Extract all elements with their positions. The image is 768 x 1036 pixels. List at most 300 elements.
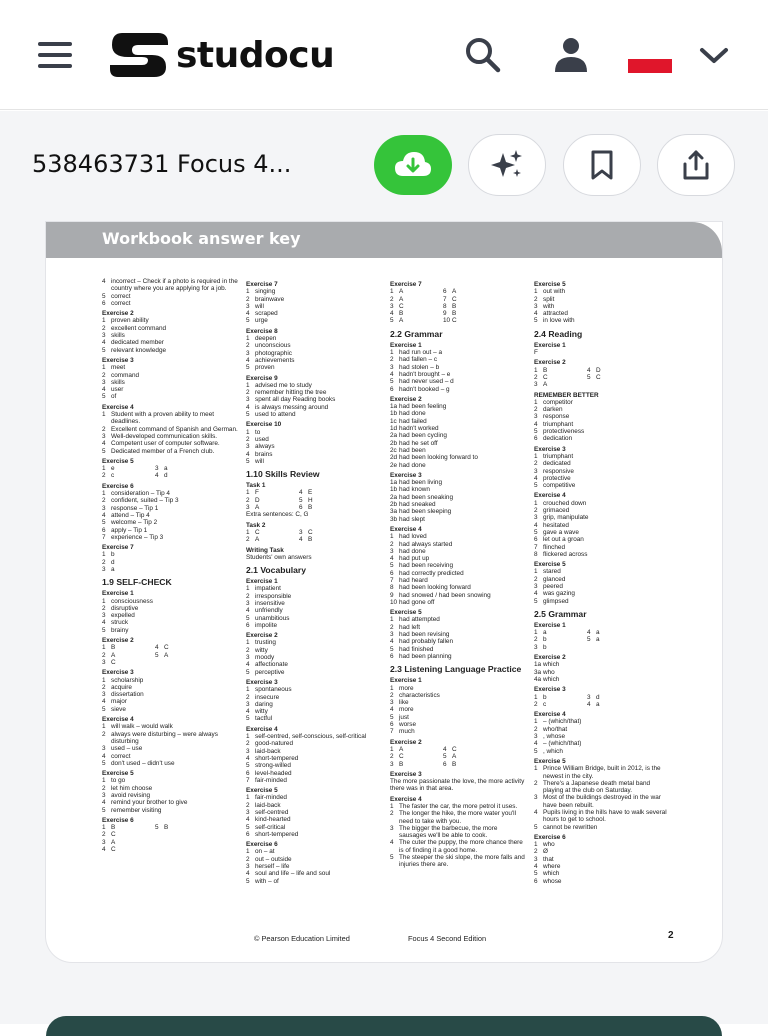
answer-value: incorrect – Check if a photo is required in the country where you are applying for a job. xyxy=(111,278,238,293)
answer-line xyxy=(102,698,238,705)
answer-value: had been receiving xyxy=(399,562,454,570)
answer-number: 5 xyxy=(299,496,303,504)
answer-number: 3 xyxy=(390,824,394,832)
answer-value: good-natured xyxy=(255,740,294,748)
brand-name: studocu xyxy=(176,34,335,76)
answer-value: b xyxy=(543,643,547,651)
answer-line xyxy=(246,701,382,708)
section-heading: 2.5 Grammar xyxy=(534,608,587,619)
answer-value: with xyxy=(543,302,555,310)
answer-number: 4 xyxy=(534,809,538,816)
answer-line xyxy=(102,293,238,300)
answer-value: moody xyxy=(255,654,275,662)
answer-line xyxy=(534,536,670,543)
answer-number: 6 xyxy=(390,652,394,660)
answer-number: 3 xyxy=(390,302,394,310)
answer-value: C xyxy=(543,373,548,381)
answer-number: 5 xyxy=(102,806,106,814)
answer-line xyxy=(102,372,238,379)
answer-line xyxy=(246,504,382,511)
search-icon[interactable] xyxy=(462,34,502,74)
answer-line xyxy=(534,413,670,420)
answer-value: had done xyxy=(399,461,426,469)
answer-number: 2 xyxy=(246,740,250,748)
answer-number: 3 xyxy=(155,465,159,473)
answer-number: 1 xyxy=(246,733,250,741)
answer-number: 1 xyxy=(246,639,250,647)
answer-value: Well-developed communication skills. xyxy=(111,432,218,440)
answer-number: 5 xyxy=(102,447,106,455)
answer-value: experience – Tip 3 xyxy=(111,533,164,541)
answer-value: triumphant xyxy=(543,452,574,460)
answer-value: impatient xyxy=(255,585,281,593)
answer-number: 3 xyxy=(246,504,250,512)
answer-number: 4 xyxy=(534,474,538,482)
answer-value: C xyxy=(255,528,260,536)
answer-number: 1 xyxy=(102,777,106,785)
answer-number: 6 xyxy=(534,435,538,443)
answer-value: had been sleeping xyxy=(399,508,452,516)
answer-line xyxy=(246,647,382,654)
flag-icon[interactable] xyxy=(628,53,672,69)
answer-line xyxy=(102,644,238,651)
answer-number: 5 xyxy=(246,317,250,325)
exercise-heading: Exercise 5 xyxy=(534,561,566,569)
answer-line xyxy=(390,714,526,721)
answer-value: much xyxy=(399,728,415,736)
download-button[interactable] xyxy=(374,135,452,195)
answer-value: more xyxy=(399,706,414,714)
exercise-heading: Task 2 xyxy=(246,521,266,529)
answer-value: response – Tip 1 xyxy=(111,504,159,512)
answer-line xyxy=(390,501,526,508)
answer-value: urge xyxy=(255,317,268,325)
exercise-heading: Exercise 6 xyxy=(246,841,278,849)
answer-value: major xyxy=(111,698,127,706)
answer-value: D xyxy=(596,366,601,374)
answer-number: 1 xyxy=(246,381,250,389)
exercise-heading: Exercise 7 xyxy=(102,544,134,552)
exercise-heading: Exercise 5 xyxy=(534,281,566,288)
answer-value: Pupils living in the hills have to walk several hours to get to school. xyxy=(543,809,667,824)
answer-value: b xyxy=(111,551,115,559)
answer-column-2 xyxy=(246,278,382,885)
answer-number: 1b xyxy=(390,486,398,494)
answer-number: 4a xyxy=(534,675,542,683)
studocu-logo[interactable] xyxy=(108,30,334,80)
answer-line xyxy=(246,443,382,450)
answer-number: 5 xyxy=(246,762,250,770)
exercise-heading: Exercise 1 xyxy=(534,341,566,349)
answer-number: 8 xyxy=(443,302,447,310)
exercise-heading: Exercise 4 xyxy=(390,525,422,533)
answer-line xyxy=(246,364,382,371)
answer-value: C xyxy=(452,745,457,753)
answer-value: strong-willed xyxy=(255,762,291,770)
answer-line xyxy=(534,863,670,870)
answer-number: 10 xyxy=(443,317,451,325)
answer-number: 4 xyxy=(390,706,394,714)
answer-number: 2 xyxy=(102,683,106,691)
answer-value: B xyxy=(308,536,313,544)
answer-value: proven ability xyxy=(111,317,149,325)
answer-value: don't used – didn't use xyxy=(111,759,175,767)
answer-number: 2a xyxy=(390,493,398,501)
answer-value: A xyxy=(452,753,457,761)
answer-value: excellent command xyxy=(111,324,167,332)
answer-number: 4 xyxy=(534,863,538,871)
answer-number: 3 xyxy=(390,363,394,371)
answer-line xyxy=(390,462,526,469)
answer-value: scraped xyxy=(255,310,278,318)
answer-number: 1 xyxy=(534,718,538,726)
answer-line xyxy=(102,846,238,853)
answer-line xyxy=(246,615,382,622)
answer-value: self-centred, self-conscious, self-critical xyxy=(255,733,367,741)
answer-value: trusting xyxy=(255,639,276,647)
answer-number: 4 xyxy=(587,629,591,637)
answer-number: 1d xyxy=(390,425,398,433)
answer-value: will walk – would walk xyxy=(111,723,173,731)
answer-value: used – use xyxy=(111,745,143,753)
answer-value: had gone off xyxy=(399,598,435,606)
answer-value: that xyxy=(543,855,554,863)
answer-number: 4 xyxy=(246,754,250,762)
answer-value: had been looking forward xyxy=(399,584,471,592)
answer-line xyxy=(390,440,526,447)
answer-value: with – of xyxy=(255,877,279,885)
answer-number: 2 xyxy=(102,371,106,379)
answer-number: 5 xyxy=(534,597,538,605)
answer-number: 4 xyxy=(102,619,106,627)
exercise-heading: Exercise 2 xyxy=(246,632,278,640)
answer-number: 4 xyxy=(390,555,394,563)
answer-value: C xyxy=(111,831,116,839)
answer-line xyxy=(102,527,238,534)
answer-value: Prince William Bridge, built in 2012, is the newest in the city. xyxy=(543,765,661,780)
answer-value: had loved xyxy=(399,533,427,541)
answer-value: which xyxy=(543,675,560,683)
answer-value: had left xyxy=(399,623,420,631)
answer-value: d xyxy=(111,558,115,566)
answer-line xyxy=(246,755,382,762)
answer-number: 4 xyxy=(246,403,250,411)
answer-value: Student with a proven ability to meet deadlines. xyxy=(111,411,215,426)
answer-value: B xyxy=(452,302,457,310)
answer-number: 5 xyxy=(390,378,394,386)
answer-text: The more passionate the love, the more activity there was in that area. xyxy=(390,778,525,793)
answer-line xyxy=(246,489,382,496)
answer-line xyxy=(102,426,238,433)
answer-value: D xyxy=(255,496,260,504)
answer-number: 5 xyxy=(534,317,538,325)
answer-line xyxy=(102,839,238,846)
answer-value: The bigger the barbecue, the more sausages we'll be able to cook. xyxy=(399,824,498,840)
answer-number: 2 xyxy=(534,575,538,583)
answer-value: a xyxy=(543,629,547,637)
exercise-heading: Exercise 1 xyxy=(246,578,278,586)
answer-value: B xyxy=(543,366,548,374)
answer-value: had been xyxy=(399,446,426,454)
answer-line xyxy=(246,816,382,823)
answer-number: 4 xyxy=(102,386,106,394)
answer-value: d xyxy=(596,693,600,701)
answer-line xyxy=(390,638,526,645)
answer-value: had failed xyxy=(399,417,427,425)
answer-line xyxy=(246,600,382,607)
answer-number: 7 xyxy=(246,776,250,784)
answer-number: 2a xyxy=(390,432,398,440)
answer-line xyxy=(102,627,238,634)
answer-number: 6 xyxy=(246,830,250,838)
section-heading: 2.3 Listening Language Practice xyxy=(390,664,522,675)
answer-number: 1 xyxy=(534,398,538,406)
answer-value: perceptive xyxy=(255,668,285,676)
answer-line xyxy=(102,807,238,814)
answer-line xyxy=(390,825,526,840)
answer-number: 5 xyxy=(246,715,250,723)
answer-value: had snowed / had been snowing xyxy=(399,591,491,599)
answer-line xyxy=(390,584,526,591)
answer-line xyxy=(390,810,526,825)
menu-icon[interactable] xyxy=(38,42,72,68)
answer-value: , whose xyxy=(543,733,566,741)
answer-number: 3 xyxy=(102,792,106,799)
answer-line xyxy=(534,726,670,733)
answer-line xyxy=(102,612,238,619)
answer-value: irresponsible xyxy=(255,592,292,600)
answer-value: competitor xyxy=(543,398,573,406)
answer-number: 4 xyxy=(246,816,250,824)
answer-number: 1 xyxy=(246,288,250,296)
answer-line xyxy=(102,411,238,426)
answer-number: 3a xyxy=(534,668,542,676)
answer-number: 5 xyxy=(390,317,394,325)
answer-value: proven xyxy=(255,364,275,372)
answer-number: 3 xyxy=(534,514,538,522)
answer-line xyxy=(534,482,670,489)
answer-number: 3 xyxy=(246,654,250,662)
answer-line xyxy=(102,325,238,332)
answer-value: split xyxy=(543,295,555,303)
answer-line xyxy=(246,317,382,324)
answer-value: C xyxy=(399,753,404,761)
answer-value: is always messing around xyxy=(255,403,329,411)
user-icon[interactable] xyxy=(551,34,591,74)
answer-number: 1 xyxy=(246,794,250,802)
answer-line xyxy=(102,364,238,371)
answer-number: 7 xyxy=(443,295,447,303)
next-page-preview xyxy=(46,1016,722,1036)
answer-number: 2b xyxy=(390,439,398,447)
answer-line xyxy=(102,278,238,293)
answer-value: A xyxy=(399,317,404,325)
answer-value: had never used – d xyxy=(399,378,454,386)
answer-number: 2 xyxy=(246,536,250,544)
answer-number: 5 xyxy=(534,747,538,755)
answer-value: stared xyxy=(543,568,561,576)
answer-line xyxy=(102,505,238,512)
answer-number: 4 xyxy=(102,846,106,854)
answer-value: like xyxy=(399,699,409,707)
answer-value: just xyxy=(399,713,409,721)
exercise-heading: Writing Task xyxy=(246,546,284,554)
answer-number: 5 xyxy=(246,668,250,676)
answer-value: A xyxy=(164,651,169,659)
answer-value: , which xyxy=(543,747,563,755)
answer-line xyxy=(102,760,238,767)
answer-number: 3 xyxy=(102,691,106,699)
answer-line xyxy=(390,410,526,417)
answer-line xyxy=(390,508,526,515)
answer-line xyxy=(390,454,526,461)
answer-line xyxy=(390,516,526,523)
answer-value: triumphant xyxy=(543,420,574,428)
answer-value: photographic xyxy=(255,349,292,357)
answer-line xyxy=(534,733,670,740)
answer-value: – (which/that) xyxy=(543,718,582,726)
studocu-logo-mark xyxy=(108,31,170,79)
answer-number: 4 xyxy=(299,489,303,497)
answer-number: 2 xyxy=(102,831,106,839)
exercise-heading: Exercise 4 xyxy=(102,716,134,724)
share-button[interactable] xyxy=(657,134,735,196)
answer-value: a xyxy=(164,465,168,473)
answer-number: 1 xyxy=(534,568,538,576)
answer-number: 3 xyxy=(534,855,538,863)
answer-line xyxy=(534,576,670,583)
answer-value: grip, manipulate xyxy=(543,514,589,522)
bookmark-icon xyxy=(587,149,617,181)
exercise-heading: Exercise 1 xyxy=(390,341,422,349)
answer-line xyxy=(534,794,670,809)
answer-number: 6 xyxy=(102,299,106,307)
chevron-down-icon[interactable] xyxy=(694,36,734,76)
answer-line xyxy=(102,824,238,831)
answer-line xyxy=(246,762,382,769)
answer-value: H xyxy=(308,496,313,504)
answer-number: 5 xyxy=(534,823,538,831)
answer-line xyxy=(390,746,526,753)
answer-value: A xyxy=(255,504,260,512)
answer-line xyxy=(390,854,526,869)
answer-value: let out a groan xyxy=(543,536,584,544)
answer-value: insecure xyxy=(255,693,280,701)
bookmark-button[interactable] xyxy=(563,134,641,196)
answer-line xyxy=(246,802,382,809)
answer-value: E xyxy=(308,489,313,497)
section-heading: 2.2 Grammar xyxy=(390,328,443,339)
answer-number: 3 xyxy=(102,504,106,512)
answer-value: had been revising xyxy=(399,631,450,639)
answer-line xyxy=(246,661,382,668)
exercise-heading: Exercise 10 xyxy=(246,421,282,429)
answer-number: 3a xyxy=(390,508,398,516)
answer-line xyxy=(246,451,382,458)
answer-number: 1 xyxy=(246,489,250,497)
answer-number: 4 xyxy=(246,450,250,458)
answer-value: self-centred xyxy=(255,809,289,816)
answer-number: 2 xyxy=(534,406,538,414)
answer-number: 2 xyxy=(246,592,250,600)
answer-line xyxy=(390,728,526,735)
answer-line xyxy=(534,669,670,676)
answer-line xyxy=(534,460,670,467)
answer-line xyxy=(390,653,526,660)
answer-value: had done xyxy=(399,547,426,555)
answer-number: 2 xyxy=(102,497,106,505)
answer-line xyxy=(246,686,382,693)
answer-value: used xyxy=(255,435,269,443)
document-title: 538463731 Focus 4... xyxy=(32,150,292,178)
answer-line xyxy=(102,684,238,691)
answer-line xyxy=(390,685,526,692)
answer-number: 2 xyxy=(246,389,250,397)
answer-line xyxy=(534,406,670,413)
answer-value: will xyxy=(255,457,264,465)
answer-line xyxy=(390,425,526,432)
answer-line xyxy=(102,339,238,346)
answer-value: B xyxy=(111,644,116,652)
answer-value: had slept xyxy=(399,515,425,523)
answer-number: 3 xyxy=(102,565,106,573)
answer-number: 1 xyxy=(102,364,106,372)
answer-line xyxy=(390,592,526,599)
answer-value: to xyxy=(255,428,261,436)
page-banner-title: Workbook answer key xyxy=(102,229,301,248)
exercise-heading: Exercise 9 xyxy=(246,374,278,382)
answer-number: 5 xyxy=(390,713,394,721)
answer-line xyxy=(246,715,382,722)
ai-assistant-button[interactable] xyxy=(468,134,546,196)
answer-number: 5 xyxy=(246,877,250,885)
answer-value: had been living xyxy=(399,479,442,487)
answer-line xyxy=(534,856,670,863)
answer-number: 3 xyxy=(534,413,538,421)
answer-number: 5 xyxy=(534,428,538,436)
answer-number: 2d xyxy=(390,454,398,462)
answer-number: 1 xyxy=(246,585,250,593)
answer-line xyxy=(534,878,670,885)
answer-line xyxy=(246,794,382,801)
answer-number: 2 xyxy=(246,342,250,350)
answer-line xyxy=(102,652,238,659)
exercise-heading: Exercise 2 xyxy=(534,359,566,367)
answer-number: 5 xyxy=(102,292,106,300)
answer-number: 2 xyxy=(534,295,538,303)
answer-value: acquire xyxy=(111,683,132,691)
answer-value: out – outside xyxy=(255,855,292,863)
answer-number: 3 xyxy=(534,467,538,475)
answer-line xyxy=(390,356,526,363)
answer-value: correct xyxy=(111,292,131,300)
answer-line xyxy=(246,694,382,701)
answer-line xyxy=(390,570,526,577)
answer-value: fair-minded xyxy=(255,794,287,802)
answer-line xyxy=(102,379,238,386)
answer-number: 2 xyxy=(102,651,106,659)
answer-number: 5 xyxy=(102,705,106,713)
answer-line xyxy=(246,288,382,295)
answer-number: 2b xyxy=(390,501,398,509)
exercise-heading: Exercise 3 xyxy=(390,471,422,479)
answer-line xyxy=(534,468,670,475)
answer-value: had correctly predicted xyxy=(399,569,464,577)
exercise-heading: Exercise 1 xyxy=(390,677,422,685)
exercise-heading: Exercise 5 xyxy=(102,770,134,778)
answer-value: B xyxy=(308,504,313,512)
answer-value: A xyxy=(399,745,404,753)
